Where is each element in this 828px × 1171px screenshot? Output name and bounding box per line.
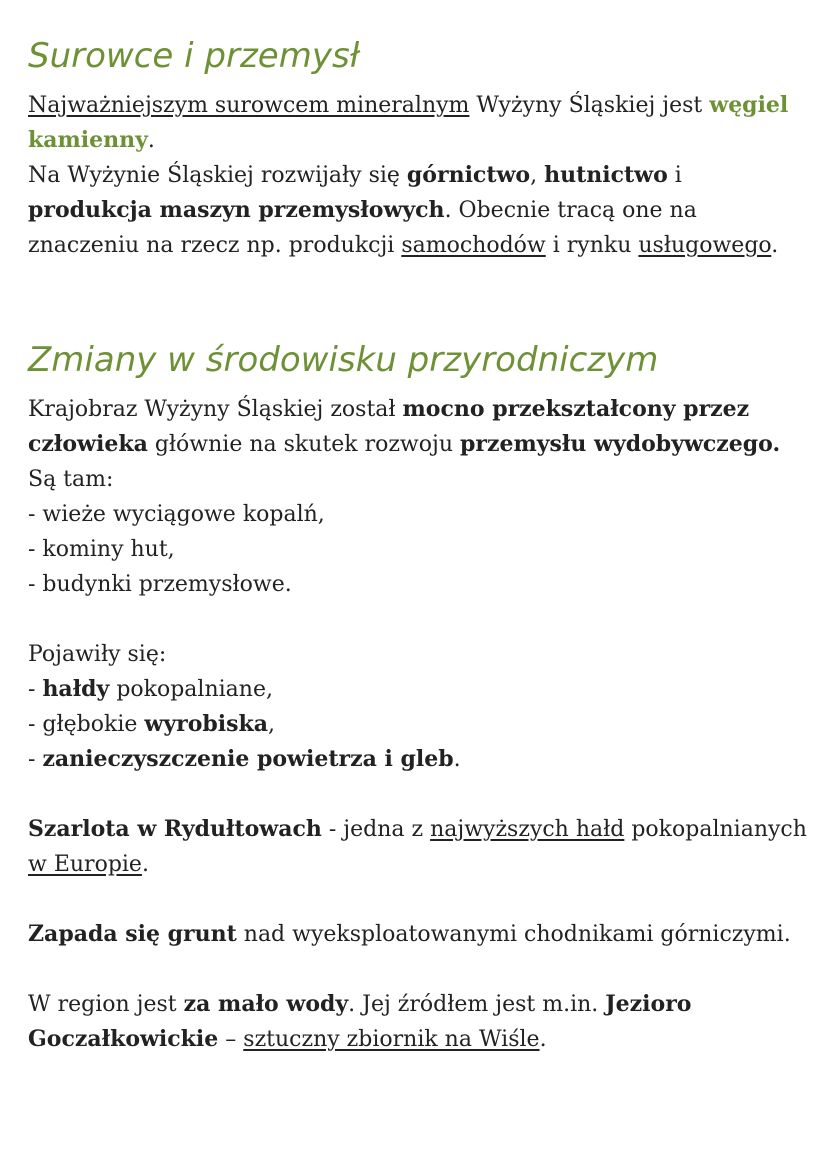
list-item: - hałdy pokopalniane,: [28, 676, 273, 702]
section2-body: [28, 392, 808, 1057]
paragraph-landscape: Krajobraz Wyżyny Śląskiej został mocno przekształcony przez człowieka głównie na skutek rozwoju przemysłu wydobywczego.: [28, 396, 781, 457]
list-item: - zanieczyszczenie powietrza i gleb.: [28, 746, 461, 772]
paragraph-ground-subsidence: Zapada się grunt nad wyeksploatowanymi chodnikami górniczymi.: [28, 921, 791, 947]
blank-line: [28, 882, 808, 917]
paragraph-coal: Najważniejszym surowcem mineralnym Wyżyny Śląskiej jest węgiel kamienny.: [28, 92, 789, 153]
list-item: - budynki przemysłowe.: [28, 572, 292, 597]
paragraph-water: W region jest za mało wody. Jej źródłem jest m.in. Jezioro Goczałkowickie – sztuczny zbiornik na Wiśle.: [28, 991, 692, 1052]
paragraph-szarlota: Szarlota w Rydułtowach - jedna z najwyższych hałd pokopalnianych w Europie.: [28, 816, 807, 877]
section1-body: [28, 88, 808, 263]
blank-line: [28, 777, 808, 812]
list-item: - wieże wyciągowe kopalń,: [28, 502, 325, 527]
blank-line: [28, 602, 808, 637]
blank-line: [28, 952, 808, 987]
paragraph-industries: Na Wyżynie Śląskiej rozwijały się górnictwo, hutnictwo i produkcja maszyn przemysłowych. Obecnie tracą one na znaczeniu na rzecz np. produkcji samochodów i rynku usługowego.: [28, 162, 779, 258]
section-heading-environment: Zmiany w środowisku przyrodniczym: [28, 340, 659, 380]
section-heading-raw-materials: Surowce i przemysł: [28, 36, 360, 76]
list-item: - kominy hut,: [28, 537, 175, 562]
list-item: - głębokie wyrobiska,: [28, 711, 275, 737]
list-intro-appeared: Pojawiły się:: [28, 642, 167, 667]
list-intro-there-are: Są tam:: [28, 467, 114, 492]
